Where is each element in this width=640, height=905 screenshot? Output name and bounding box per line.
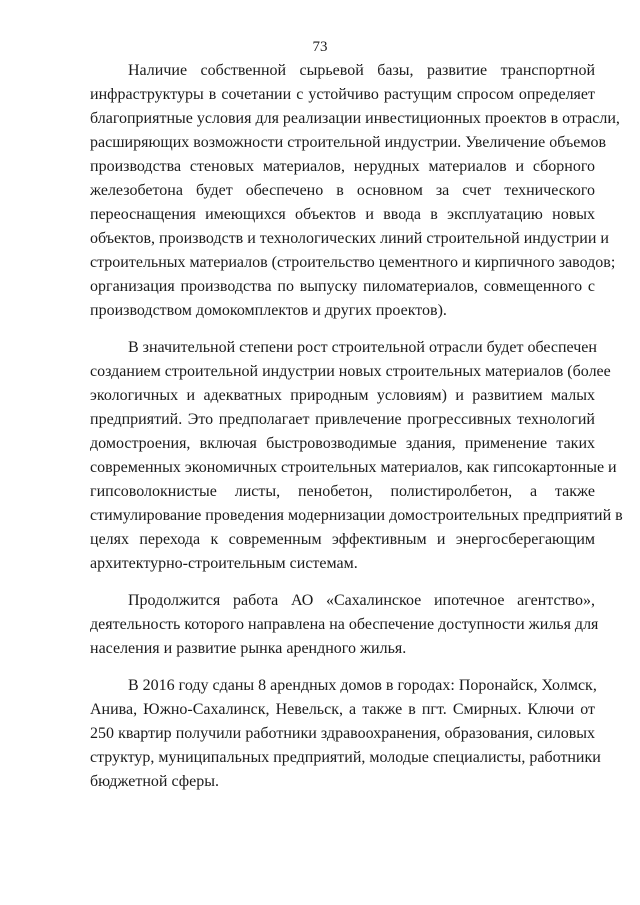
- text-line: 250 квартир получили работники здравоохранения, образования, силовых: [90, 725, 595, 742]
- text-line: строительных материалов (строительство цементного и кирпичного заводов;: [90, 254, 616, 271]
- text-line: Продолжится работа АО «Сахалинское ипотечное агентство»,: [128, 592, 595, 609]
- paragraph-raw-materials: [90, 59, 620, 323]
- paragraph-spacer: [90, 323, 595, 336]
- text-line: производством домокомплектов и других проектов).: [90, 302, 447, 319]
- text-line: В 2016 году сданы 8 арендных домов в городах: Поронайск, Холмск,: [128, 677, 597, 694]
- text-line: архитектурно-строительным системам.: [90, 555, 358, 572]
- text-line: инфраструктуры в сочетании с устойчиво растущим спросом определяет: [90, 86, 595, 103]
- text-line: железобетона будет обеспечено в основном за счет технического: [90, 182, 595, 199]
- text-line: расширяющих возможности строительной индустрии. Увеличение объемов: [90, 134, 607, 151]
- document-body: [90, 59, 623, 794]
- paragraph-spacer: [90, 576, 595, 589]
- text-line: деятельность которого направлена на обеспечение доступности жилья для: [90, 616, 599, 633]
- text-line: производства стеновых материалов, нерудных материалов и сборного: [90, 158, 595, 175]
- text-line: переоснащения имеющихся объектов и ввода в эксплуатацию новых: [90, 206, 595, 223]
- text-line: структур, муниципальных предприятий, молодые специалисты, работники: [90, 749, 601, 766]
- text-line: организация производства по выпуску пиломатериалов, совмещенного с: [90, 278, 595, 295]
- text-line: благоприятные условия для реализации инвестиционных проектов в отрасли,: [90, 110, 620, 127]
- text-line: бюджетной сферы.: [90, 773, 219, 790]
- text-line: домостроения, включая быстровозводимые здания, применение таких: [90, 435, 595, 452]
- text-line: Наличие собственной сырьевой базы, развитие транспортной: [128, 62, 595, 79]
- text-line: объектов, производств и технологических линий строительной индустрии и: [90, 230, 609, 247]
- text-line: стимулирование проведения модернизации домостроительных предприятий в: [90, 507, 623, 524]
- paragraph-mortgage-agency: [90, 589, 599, 661]
- text-line: современных экономичных строительных материалов, как гипсокартонные и: [90, 459, 617, 476]
- text-line: созданием строительной индустрии новых строительных материалов (более: [90, 363, 611, 380]
- text-line: экологичных и адекватных природным условиям) и развитием малых: [90, 387, 595, 404]
- text-line: гипсоволокнистые листы, пенобетон, полистиролбетон, а также: [90, 483, 595, 500]
- page-number: 73: [312, 39, 328, 55]
- text-line: В значительной степени рост строительной отрасли будет обеспечен: [128, 339, 597, 356]
- text-line: населения и развитие рынка арендного жилья.: [90, 640, 407, 657]
- paragraph-spacer: [90, 661, 595, 674]
- text-line: целях перехода к современным эффективным и энергосберегающим: [90, 531, 595, 548]
- text-line: Анива, Южно-Сахалинск, Невельск, а также в пгт. Смирных. Ключи от: [90, 701, 595, 718]
- text-line: предприятий. Это предполагает привлечение прогрессивных технологий: [90, 411, 595, 428]
- paragraph-rental-houses-2016: [90, 674, 601, 794]
- paragraph-construction-growth: [90, 336, 623, 576]
